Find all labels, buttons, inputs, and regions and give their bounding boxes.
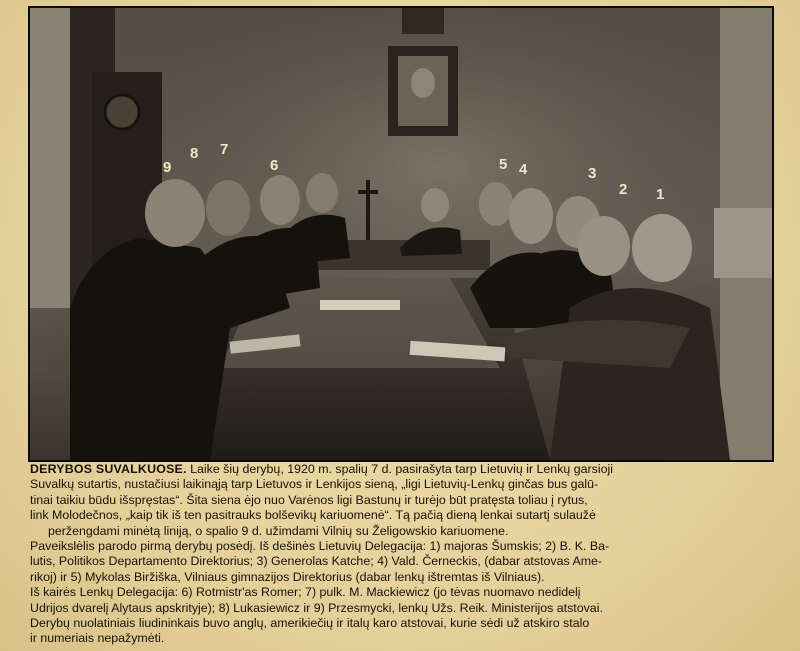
caption-line: Udrijos dvarelį Alytaus apskrityje); 8) Lukasiewicz ir 9) Przesmycki, lenkų Užs. Reik. Ministerijos atstovai.	[30, 600, 603, 615]
caption-line: Iš kairės Lenkų Delegacija: 6) Rotmistr'as Romer; 7) pulk. M. Mackiewicz (jo tėvas nuomavo nedidelį	[30, 585, 581, 600]
caption-line: ir numeriais nepažymėti.	[30, 631, 165, 646]
number-label-4: 4	[519, 161, 528, 178]
caption-text: Laike šių derybų, 1920 m. spalių 7 d. pasirašyta tarp Lietuvių ir Lenkų garsioji	[190, 462, 613, 476]
number-label-2: 2	[619, 181, 628, 198]
number-label-5: 5	[499, 156, 508, 173]
caption-line: Derybų nuolatiniais liudininkais buvo anglų, amerikiečių ir italų karo atstovai, kurie sėdi už atskiro stalo	[30, 616, 590, 631]
photo-caption	[30, 462, 774, 648]
caption-headline: DERYBOS SUVALKUOSE.	[30, 462, 187, 476]
number-label-3: 3	[588, 165, 597, 182]
caption-line: rikoj) ir 5) Mykolas Biržiška, Vilniaus gimnazijos Direktorius (dabar lenkų ištremtas iš Vilniaus).	[30, 569, 545, 584]
caption-line: lutis, Politikos Departamento Direktorius; 3) Generolas Katche; 4) Vald. Černeckis, (dabar atstovas Ame-	[30, 554, 603, 569]
caption-line: Suvalkų sutartis, nustačiusi laikinąją tarp Lietuvos ir Lenkijos sieną, „ligi Lietuvių-Lenkų ginčas bus galū-	[30, 477, 599, 492]
number-label-9: 9	[163, 159, 172, 176]
caption-line: peržengdami minėtą liniją, o spalio 9 d. užimdami Vilnių su Želigowskio kariuomene.	[48, 523, 509, 538]
caption-line: Paveikslėlis parodo pirmą derybų posėdį. Iš dešinės Lietuvių Delegacija: 1) majoras Šumskis; 2) B. K. Ba-	[30, 539, 610, 554]
caption-line: tinai taikiu būdu išspręstas“. Šita siena ėjo nuo Varėnos ligi Bastunų ir turėjo būt pratęsta toliau į rytus,	[30, 492, 588, 507]
historical-photograph	[28, 6, 774, 462]
caption-line: link Molodečnos, „kaip tik iš ten pasitrauks bolševikų kariuomenė“. Tą pačią dieną lenkai sutartį sulaužė	[30, 508, 596, 523]
caption-line	[30, 462, 774, 477]
number-label-1: 1	[656, 186, 665, 203]
number-label-6: 6	[270, 157, 279, 174]
number-label-7: 7	[220, 141, 229, 158]
number-label-8: 8	[190, 145, 199, 162]
photo-illustration	[30, 8, 772, 460]
